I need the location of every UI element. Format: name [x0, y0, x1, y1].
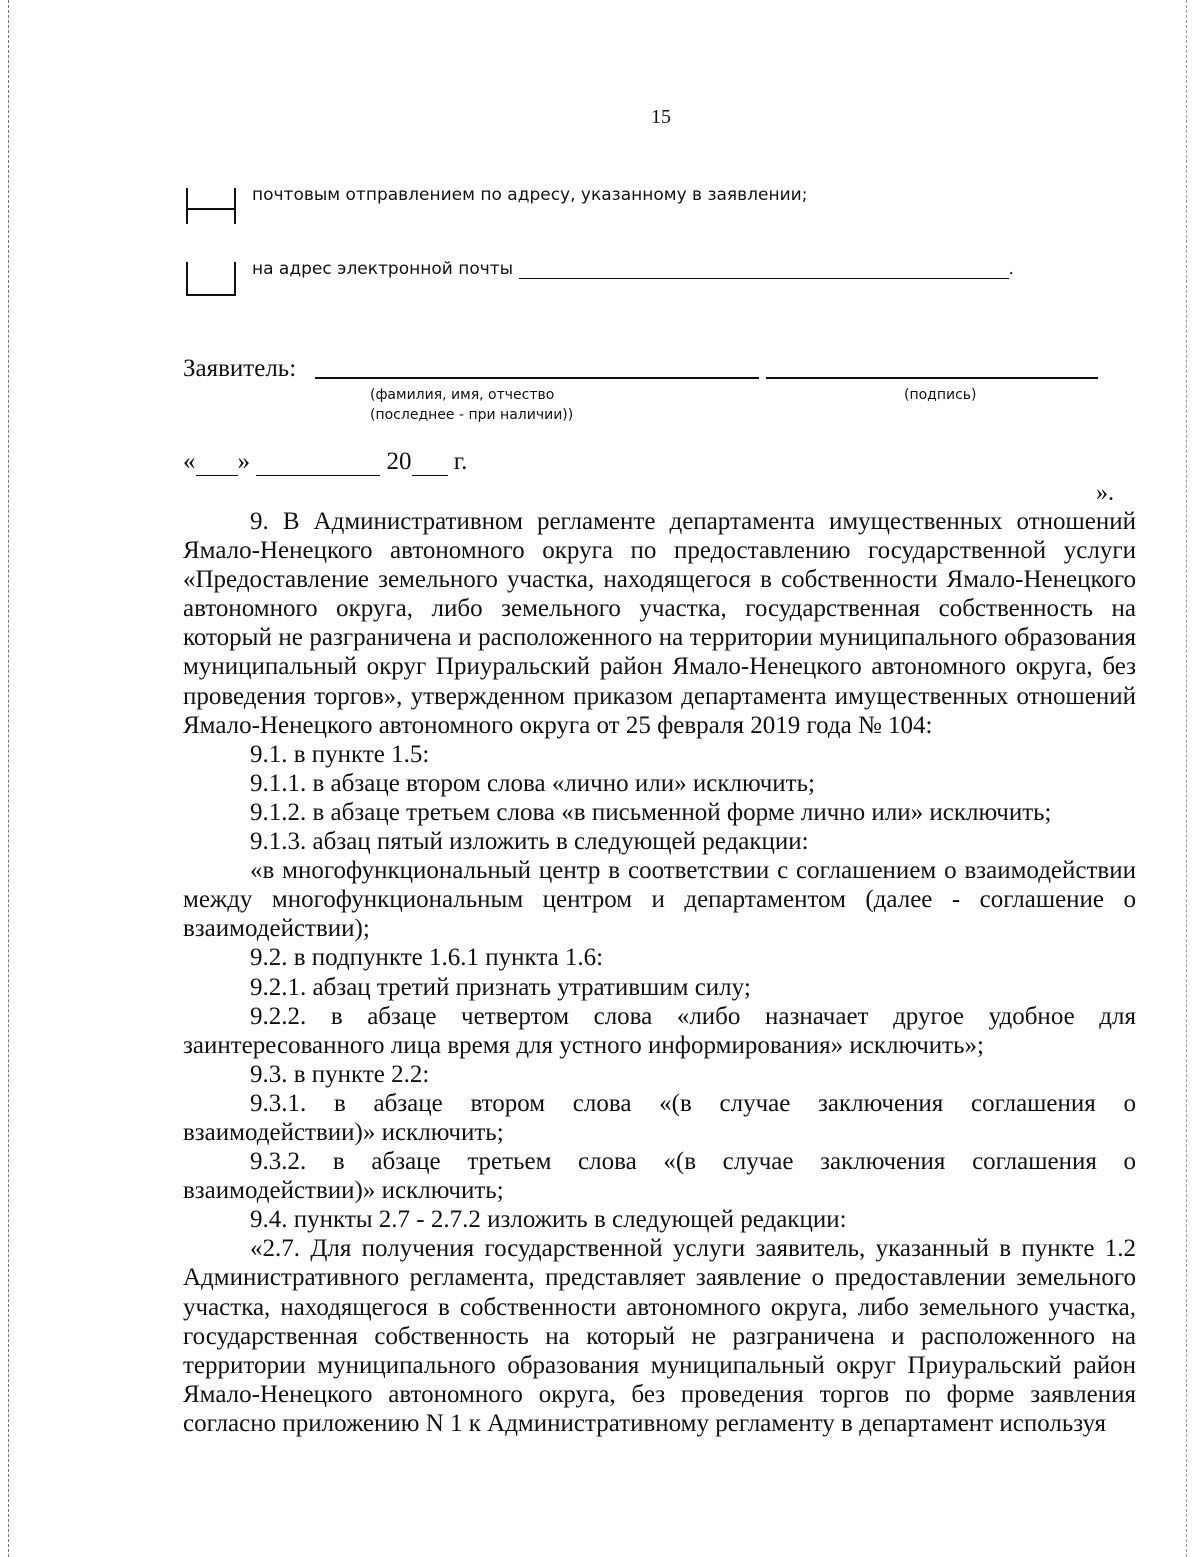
option-email-suffix: .: [1008, 259, 1014, 279]
paragraph-9: 9. В Административном регламенте департамента имущественных отношений Ямало-Ненецкого автономного округа по предоставлению государственной услуги «Предоставление земельного участка, находящегося в собственности Ямало-Ненецкого автономного округа, либо земельного участка, государственная собственность на который не разграничена и расположенного на территории муниципального образования муниципальный округ Приуральский район Ямало-Ненецкого автономного округа, без проведения торгов», утвержденном приказом департамента имущественных отношений Ямало-Ненецкого автономного округа от 25 февраля 2019 года № 104:: [183, 508, 1136, 739]
name-caption-line-1: (фамилия, имя, отчество: [370, 387, 555, 403]
closing-quote-mark: ».: [1096, 480, 1114, 506]
page-number: 15: [651, 106, 671, 128]
date-month-blank[interactable]: [256, 475, 380, 476]
paragraph-9-2-2: 9.2.2. в абзаце четвертом слова «либо назначает другое удобное для заинтересованного лица время для устного информирования» исключить»;: [183, 1002, 1136, 1059]
email-blank-line[interactable]: [519, 278, 1009, 279]
date-day-blank[interactable]: [196, 475, 238, 476]
date-open-quote: «: [183, 448, 196, 475]
scan-edge-right: [1186, 0, 1187, 1557]
date-year-suffix: г.: [453, 448, 468, 475]
signature-caption: (подпись): [904, 387, 977, 403]
name-caption-line-2: (последнее - при наличии)): [370, 407, 574, 423]
applicant-name-line[interactable]: [315, 377, 759, 379]
scan-edge-left: [8, 0, 9, 1557]
option-email-label: на адрес электронной почты: [252, 259, 514, 279]
date-close-quote: »: [237, 448, 250, 475]
paragraph-9-1-3: 9.1.3. абзац пятый изложить в следующей редакции:: [250, 828, 809, 856]
paragraph-9-1-3-text: «в многофункциональный центр в соответствии с соглашением о взаимодействии между многофункциональным центром и департаментом (далее - соглашение о взаимодействии);: [183, 857, 1136, 943]
paragraph-9-1-1: 9.1.1. в абзаце втором слова «лично или» исключить;: [250, 769, 815, 797]
applicant-signature-line[interactable]: [766, 377, 1098, 379]
name-caption: [370, 385, 573, 425]
paragraph-9-3-2: 9.3.2. в абзаце третьем слова «(в случае заключения соглашения о взаимодействии)» исключить;: [183, 1148, 1136, 1205]
paragraph-9-1-2: 9.1.2. в абзаце третьем слова «в письменной форме лично или» исключить;: [250, 798, 1052, 826]
date-line: [183, 448, 467, 476]
paragraph-9-3-1: 9.3.1. в абзаце втором слова «(в случае заключения соглашения о взаимодействии)» исключить;: [183, 1089, 1136, 1146]
document-body: [183, 507, 1136, 1438]
checkbox-email[interactable]: [186, 262, 236, 296]
date-year-prefix: 20: [386, 448, 412, 475]
option-postal-label: почтовым отправлением по адресу, указанному в заявлении;: [252, 185, 808, 205]
paragraph-9-3: 9.3. в пункте 2.2:: [250, 1060, 430, 1088]
checkbox-postal[interactable]: [186, 188, 236, 224]
paragraph-9-1: 9.1. в пункте 1.5:: [250, 740, 430, 768]
date-year-blank[interactable]: [412, 475, 448, 476]
option-email-row: [252, 259, 1014, 279]
applicant-label: Заявитель:: [183, 355, 297, 382]
paragraph-9-4: 9.4. пункты 2.7 - 2.7.2 изложить в следующей редакции:: [250, 1206, 847, 1234]
paragraph-9-2: 9.2. в подпункте 1.6.1 пункта 1.6:: [250, 944, 604, 972]
paragraph-9-2-1: 9.2.1. абзац третий признать утратившим силу;: [250, 973, 751, 1001]
paragraph-2-7: «2.7. Для получения государственной услуги заявитель, указанный в пункте 1.2 Административного регламента, представляет заявление о предоставлении земельного участка, находящегося в собственности автономного округа, либо земельного участка, государственная собственность на который не разграничена и расположенного на территории муниципального образования муниципальный округ Приуральский район Ямало-Ненецкого автономного округа, без проведения торгов по форме заявления согласно приложению N 1 к Административному регламенту в департамент используя: [183, 1235, 1136, 1437]
